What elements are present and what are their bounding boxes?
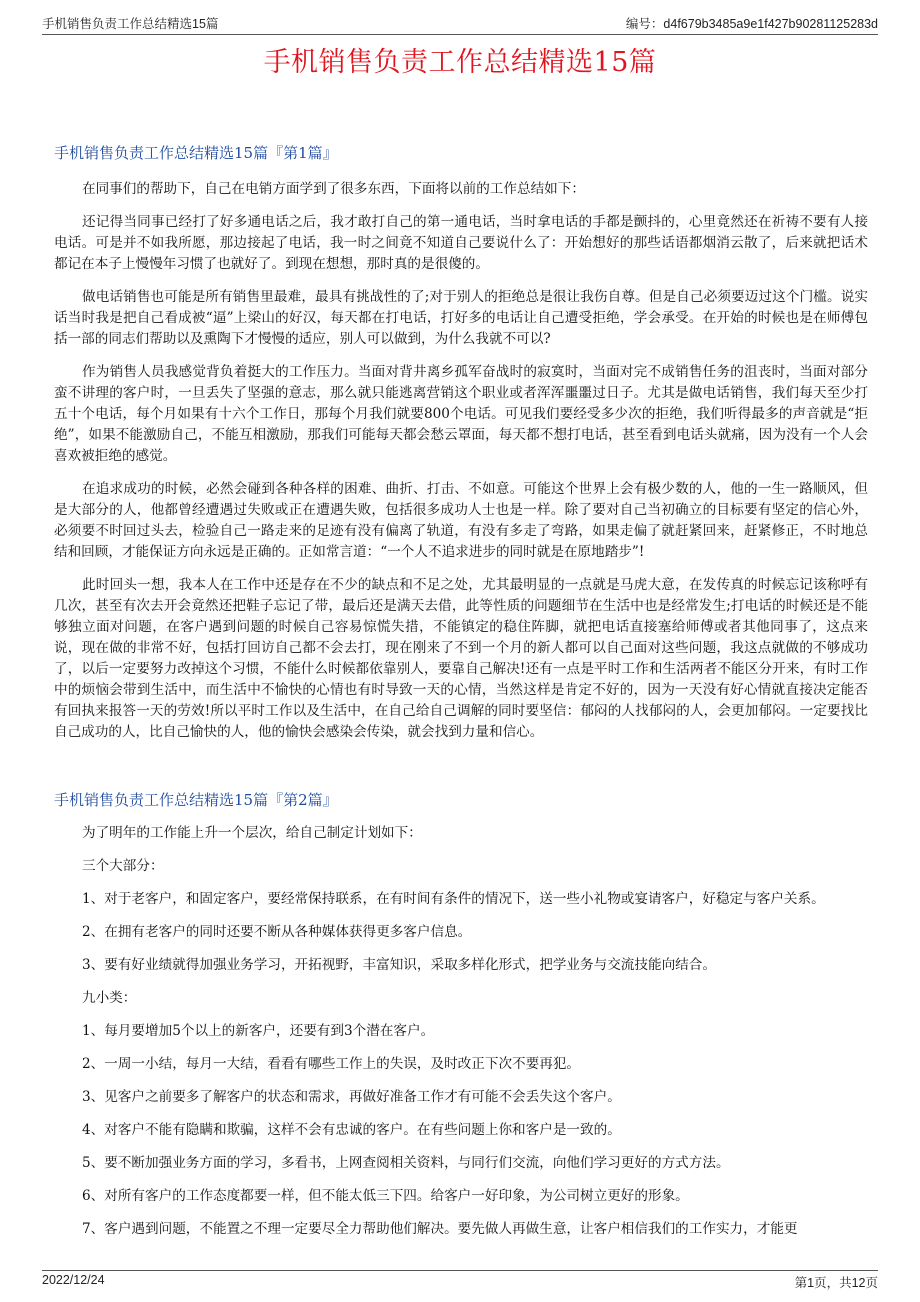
header-doc-name: 手机销售负责工作总结精选15篇 bbox=[42, 17, 219, 31]
document-body bbox=[54, 142, 868, 1240]
paragraph: 作为销售人员我感觉背负着挺大的工作压力。当面对背井离乡孤军奋战时的寂寞时，当面对完不成销售任务的沮丧时，当面对部分蛮不讲理的客户时，一旦丢失了坚强的意志，那么就只能逃离营销这个职业或者浑浑噩噩过日子。尤其是做电话销售，我们每天至少打五十个电话，每个月如果有十六个工作日，那每个月我们就要800个电话。可见我们要经受多少次的拒绝，我们听得最多的声音就是“拒绝”，如果不能激励自己，不能互相激励，那我们可能每天都会愁云罩面，每天都不想打电话，甚至看到电话头就痛，因为没有一个人会喜欢被拒绝的感觉。 bbox=[54, 364, 868, 464]
paragraph: 为了明年的工作能上升一个层次，给自己制定计划如下： bbox=[82, 825, 422, 841]
paragraph: 1、对于老客户，和固定客户，要经常保持联系，在有时间有条件的情况下，送一些小礼物或宴请客户，好稳定与客户关系。 bbox=[82, 891, 825, 907]
section-heading: 手机销售负责工作总结精选15篇『第1篇』 bbox=[54, 144, 338, 162]
paragraph: 还记得当同事已经打了好多通电话之后，我才敢打自己的第一通电话，当时拿电话的手都是颤抖的，心里竟然还在祈祷不要有人接电话。可是并不如我所愿，那边接起了电话，我一时之间竟不知道自己要说什么了：开始想好的那些话语都烟消云散了，后来就把话术都记在本子上慢慢年习惯了也就好了。到现在想想，那时真的是很傻的。 bbox=[54, 214, 868, 272]
page-footer bbox=[42, 1270, 878, 1291]
paragraph: 三个大部分： bbox=[82, 858, 164, 874]
paragraph: 2、在拥有老客户的同时还要不断从各种媒体获得更多客户信息。 bbox=[82, 924, 472, 940]
paragraph: 3、要有好业绩就得加强业务学习，开拓视野，丰富知识，采取多样化形式，把学业务与交流技能向结合。 bbox=[82, 957, 716, 973]
page-header bbox=[42, 14, 878, 35]
paragraph: 2、一周一小结，每月一大结，看看有哪些工作上的失误，及时改正下次不要再犯。 bbox=[82, 1056, 581, 1072]
paragraph: 6、对所有客户的工作态度都要一样，但不能太低三下四。给客户一好印象，为公司树立更好的形象。 bbox=[82, 1188, 689, 1204]
paragraph: 4、对客户不能有隐瞒和欺骗，这样不会有忠诚的客户。在有些问题上你和客户是一致的。 bbox=[82, 1122, 621, 1138]
section-heading: 手机销售负责工作总结精选15篇『第2篇』 bbox=[54, 791, 338, 809]
paragraph: 做电话销售也可能是所有销售里最难，最具有挑战性的了;对于别人的拒绝总是很让我伤自尊。但是自己必须要迈过这个门槛。说实话当时我是把自己看成被“逼”上梁山的好汉，每天都在打电话，打好多的电话让自己遭受拒绝，学会承受。在开始的时候也是在师傅包括一部的同志们帮助以及熏陶下才慢慢的适应，别人可以做到，为什么我就不可以? bbox=[54, 289, 868, 347]
header-doc-id: 编号：d4f679b3485a9e1f427b90281125283d bbox=[625, 17, 878, 31]
paragraph: 1、每月要增加5个以上的新客户，还要有到3个潜在客户。 bbox=[82, 1023, 435, 1039]
paragraph: 3、见客户之前要多了解客户的状态和需求，再做好准备工作才有可能不会丢失这个客户。 bbox=[82, 1089, 621, 1105]
footer-date: 2022/12/24 bbox=[42, 1273, 105, 1287]
paragraph: 在追求成功的时候，必然会碰到各种各样的困难、曲折、打击、不如意。可能这个世界上会有极少数的人，他的一生一路顺风，但是大部分的人，他都曾经遭遇过失败或正在遭遇失败，包括很多成功人士也是一样。除了要对自己当初确立的目标要有坚定的信心外，必须要不时回过头去，检验自己一路走来的足迹有没有偏离了轨道，有没有多走了弯路，如果走偏了就赶紧回来，赶紧修正，不时地总结和回顾，才能保证方向永远是正确的。正如常言道：“一个人不追求进步的同时就是在原地踏步”! bbox=[54, 481, 868, 560]
footer-page-number: 第1页，共12页 bbox=[794, 1276, 878, 1290]
document-title: 手机销售负责工作总结精选15篇 bbox=[263, 47, 657, 78]
paragraph: 7、客户遇到问题，不能置之不理一定要尽全力帮助他们解决。要先做人再做生意，让客户相信我们的工作实力，才能更 bbox=[82, 1221, 798, 1237]
paragraph: 5、要不断加强业务方面的学习，多看书，上网查阅相关资料，与同行们交流，向他们学习更好的方式方法。 bbox=[82, 1155, 730, 1171]
paragraph: 九小类： bbox=[82, 990, 137, 1006]
paragraph: 此时回头一想，我本人在工作中还是存在不少的缺点和不足之处，尤其最明显的一点就是马虎大意，在发传真的时候忘记该称呼有几次，甚至有次去开会竟然还把鞋子忘记了带，最后还是满天去借，此等性质的问题细节在生活中也是经常发生;打电话的时候还是不能够独立面对问题，在客户遇到问题的时候自己容易惊慌失措，不能镇定的稳住阵脚，就把电话直接塞给师傅或者其他同事了，这点来说，现在做的非常不好，包括打回访自己都不会去打，现在刚来了不到一个月的新人都可以自己面对这些问题，我这点就做的不够成功了，以后一定要努力改掉这个习惯，不能什么时候都依靠别人，要靠自己解决!还有一点是平时工作和生活两者不能区分开来，有时工作中的烦恼会带到生活中，而生活中不愉快的心情也有时导致一天的心情，当然这样是肯定不好的，因为一天没有好心情就直接决定能否有回执来报答一天的劳效!所以平时工作以及生活中，在自己给自己调解的同时要坚信：郁闷的人找郁闷的人，会更加郁闷。一定要找比自己成功的人，比自己愉快的人，他的愉快会感染会传染，就会找到力量和信心。 bbox=[54, 577, 868, 740]
paragraph: 在同事们的帮助下，自己在电销方面学到了很多东西，下面将以前的工作总结如下： bbox=[82, 181, 585, 197]
